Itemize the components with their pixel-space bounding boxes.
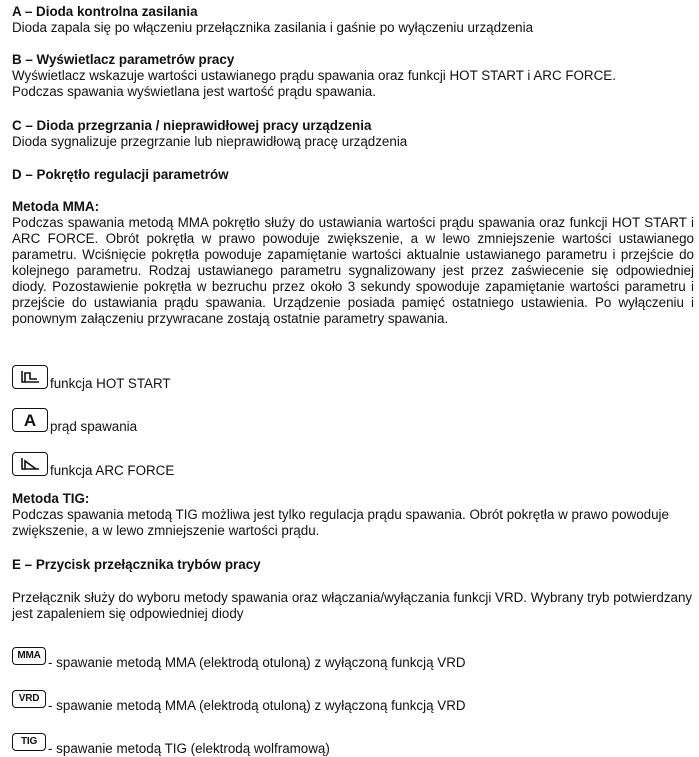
hot-start-row [12, 362, 171, 392]
tig-mode-symbol: TIG [20, 736, 38, 747]
mma-mode-symbol: MMA [17, 650, 41, 661]
mode-vrd-row [12, 684, 466, 714]
section-c-heading: C – Dioda przegrzania / nieprawidłowej pracy urządzenia [12, 118, 372, 133]
current-row [12, 405, 137, 435]
arc-force-icon [12, 452, 48, 476]
mma-method-text: Podczas spawania metodą MMA pokrętło służy do ustawiania wartości prądu spawania oraz funkcji HOT START i ARC FORCE. Obrót pokrętła w prawo powoduje zwiększenie, a w lewo zmniejszenie wartości ustawianego parametru. Wciśnięcie pokrętła powoduje zapamiętanie wartości aktualnie ustawianego parametru i przejście do kolejnego parametru. Rodzaj ustawianego parametru sygnalizowany jest przez zaświecenie się odpowiedniej diody. Pozostawienie pokrętła w bezruchu przez około 3 sekundy spowoduje zapamiętanie wartości parametru i przejście do ustawiania prądu spawania. Urządzenie posiada pamięć ostatniego ustawienia. Po wyłączeniu i ponownym załączeniu przywracane zostają ostatnie parametry spawania. [12, 215, 694, 326]
current-label: prąd spawania [50, 419, 138, 434]
mma-mode-icon [12, 647, 46, 665]
hot-start-icon [12, 365, 48, 389]
hot-start-label: funkcja HOT START [50, 376, 171, 391]
section-c [12, 118, 694, 150]
section-d-heading-block [12, 167, 694, 183]
tig-mode-icon [12, 733, 46, 751]
mma-method-block [12, 199, 694, 327]
mode-mma-row [12, 641, 466, 671]
section-b-line-2: Podczas spawania wyświetlana jest wartość prądu spawania. [12, 84, 376, 99]
mma-method-heading: Metoda MMA: [12, 199, 100, 214]
current-a-icon [12, 408, 48, 432]
section-a-heading: A – Dioda kontrolna zasilania [12, 4, 198, 19]
section-b-heading: B – Wyświetlacz parametrów pracy [12, 52, 235, 67]
tig-method-heading: Metoda TIG: [12, 491, 90, 506]
section-a-text: Dioda zapala się po włączeniu przełącznika zasilania i gaśnie po wyłączeniu urządzenia [12, 20, 534, 35]
tig-method-text: Podczas spawania metodą TIG możliwa jest tylko regulacja prądu spawania. Obrót pokrętła w prawo powoduje zwiększenie, a w lewo zmniejszenie wartości prądu. [12, 507, 669, 538]
section-b-line-1: Wyświetlacz wskazuje wartości ustawianego prądu spawania oraz funkcji HOT START i ARC FORCE. [12, 68, 616, 83]
mode-tig-label: - spawanie metodą TIG (elektrodą wolframową) [48, 741, 330, 756]
section-e-text-block [12, 590, 694, 622]
vrd-mode-icon [12, 690, 46, 708]
section-e-heading: E – Przycisk przełącznika trybów pracy [12, 557, 261, 572]
tig-method-block [12, 491, 694, 539]
current-a-symbol: A [23, 410, 37, 430]
section-a [12, 4, 694, 36]
section-e-text: Przełącznik służy do wyboru metody spawania oraz włączania/wyłączania funkcji VRD. Wybrany tryb potwierdzany jest zapaleniem się odpowiedniej diody [12, 590, 693, 621]
mode-mma-label: - spawanie metodą MMA (elektrodą otuloną) z wyłączoną funkcją VRD [48, 655, 466, 670]
section-b [12, 52, 694, 100]
section-c-text: Dioda sygnalizuje przegrzanie lub nieprawidłową pracę urządzenia [12, 134, 408, 149]
section-e-heading-block [12, 557, 694, 573]
arc-force-label: funkcja ARC FORCE [50, 463, 175, 478]
arc-force-row [12, 449, 174, 479]
section-d-heading: D – Pokrętło regulacji parametrów [12, 167, 229, 182]
mode-vrd-label: - spawanie metodą MMA (elektrodą otuloną) z wyłączoną funkcją VRD [48, 698, 466, 713]
mode-tig-row [12, 727, 330, 757]
vrd-mode-symbol: VRD [18, 693, 40, 704]
